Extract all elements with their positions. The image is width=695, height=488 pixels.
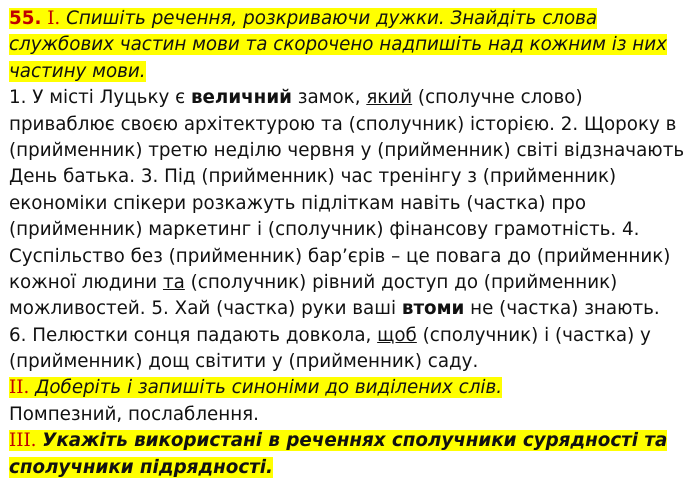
body-text: можливостей. 5. Хай (частка) руки ваші — [9, 298, 402, 320]
body-line-5: економіки спікери розкажуть підліткам навіть (частка) про — [9, 192, 587, 214]
part3-label: III. — [9, 430, 37, 452]
highlighted-word-vtomy: втоми — [401, 298, 465, 320]
body-text: (сполучник) рівний доступ до (прийменник) — [184, 271, 618, 293]
part2-answer: Помпезний, послаблення. — [9, 403, 259, 425]
body-line-8 — [9, 270, 686, 296]
part2-instruction: Доберіть і запишіть синоніми до виділених слів. — [35, 377, 503, 399]
body-text: 1. У місті Луцьку є — [9, 87, 191, 109]
body-text: кожної людини — [9, 271, 163, 293]
part3-instruction-line-1-text: Укажіть використані в реченнях сполучники сурядності та — [42, 430, 668, 452]
part2-highlight — [9, 377, 502, 398]
part3-instruction-line-2 — [9, 455, 686, 481]
underlined-word-ta: та — [162, 271, 185, 293]
body-text: не (частка) знають. — [464, 298, 660, 320]
part1-label: I. — [47, 8, 61, 29]
underlined-word-shchob: щоб — [377, 324, 417, 346]
task-number: 55. — [9, 8, 42, 29]
highlighted-word-velychnyi: величний — [190, 87, 292, 109]
body-text: (сполучне слово) — [412, 87, 583, 109]
body-text: замок, — [291, 87, 367, 109]
body-line-6: (прийменник) маркетинг і (сполучник) фінансову грамотність. 4. — [9, 219, 640, 241]
part1-instruction-line-3: частину мови. — [9, 60, 146, 82]
body-line-2: приваблює своєю архітектурою та (сполучник) історією. 2. Щороку в — [9, 113, 677, 135]
body-line-7: Суспільство без (прийменник) бар’єрів – це повага до (прийменник) — [9, 245, 671, 267]
part3-instruction-line-2-text: сполучники підрядності. — [9, 456, 273, 478]
part2-label: II. — [9, 377, 30, 399]
part3-instruction-line-1 — [9, 428, 686, 454]
body-line-4: День батька. 3. Під (прийменник) час тренінгу з (прийменник) — [9, 166, 617, 188]
task-header-line-2 — [9, 32, 686, 58]
task-header-line-1 — [9, 6, 686, 32]
underlined-word-yakyi: який — [366, 87, 413, 109]
part3-highlight — [9, 430, 667, 451]
body-line-1 — [9, 85, 686, 111]
body-line-11: (прийменник) дощ світити у (прийменник) саду. — [9, 351, 479, 373]
task-header-line-3 — [9, 59, 686, 85]
part1-instruction-line-1: Спишіть речення, розкриваючи дужки. Знайдіть слова — [66, 8, 598, 29]
part1-instruction-line-2: службових частин мови та скорочено надпишіть над кожним із них — [9, 34, 667, 56]
part2-instruction-line — [9, 375, 686, 401]
body-line-10 — [9, 323, 686, 349]
body-text: (сполучник) і (частка) у — [416, 324, 651, 346]
task-header-highlight — [9, 8, 597, 29]
body-line-3: (прийменник) третю неділю червня у (прийменник) світі відзначають — [9, 139, 685, 161]
body-text: 6. Пелюстки сонця падають довкола, — [9, 324, 378, 346]
body-line-9 — [9, 296, 686, 322]
